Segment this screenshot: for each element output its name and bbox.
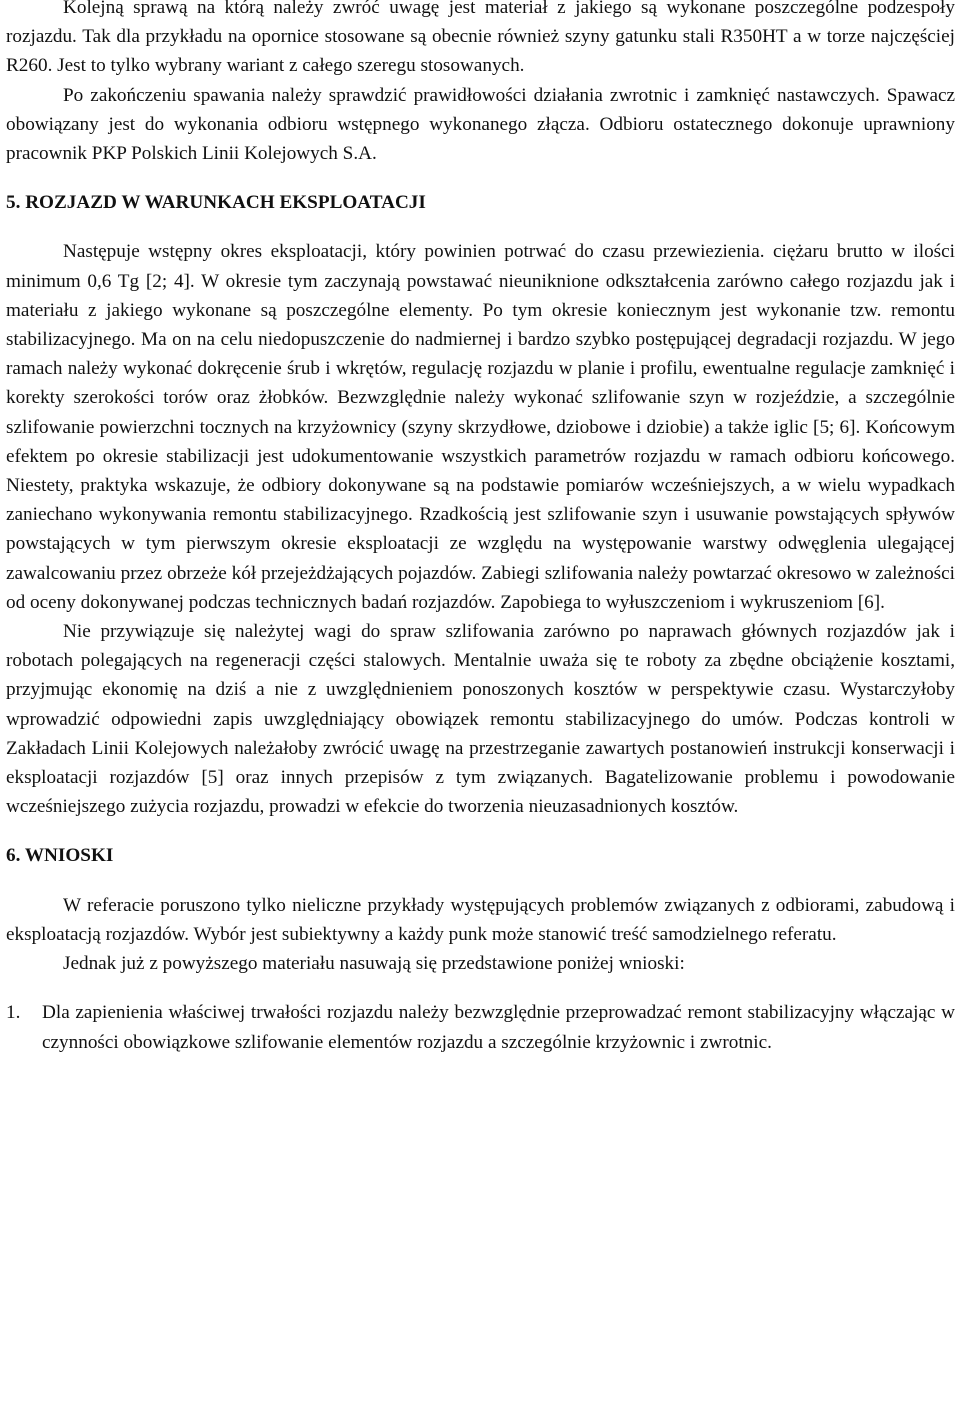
- paragraph-conclusions-intro: W referacie poruszono tylko nieliczne przykłady występujących problemów związanych z odbiorami, zabudową i eksploatacją rozjazdów. Wybór jest subiektywny a każdy punk może stanowić treść samodzielnego referatu.: [6, 894, 955, 945]
- paragraph-materials: Kolejną sprawą na którą należy zwróć uwagę jest materiał z jakiego są wykonane poszczególne podzespoły rozjazdu. Tak dla przykładu na opornice stosowane są obecnie również szyny gatunku stali R350HT a w torze najczęściej R260. Jest to tylko wybrany wariant z całego szeregu stosowanych.: [6, 0, 955, 77]
- paragraph-welding: Po zakończeniu spawania należy sprawdzić prawidłowości działania zwrotnic i zamknięć nastawczych. Spawacz obowiązany jest do wykonania odbioru wstępnego wykonanego złącza. Odbioru ostatecznego dokonuje uprawniony pracownik PKP Polskich Linii Kolejowych S.A.: [6, 84, 955, 165]
- paragraph-conclusions-lead: Jednak już z powyższego materiału nasuwają się przedstawione poniżej wnioski:: [63, 953, 685, 975]
- list-item-number: 1.: [6, 1002, 21, 1024]
- document-page: [6, 0, 955, 1057]
- list-item-text: Dla zapienienia właściwej trwałości rozjazdu należy bezwzględnie przeprowadzać remont stabilizacyjny włączając w czynności obowiązkowe szlifowanie elementów rozjazdu a szczególnie krzyżownic i zwrotnic.: [42, 1002, 955, 1053]
- section-heading-6: 6. WNIOSKI: [6, 845, 114, 867]
- section-heading-5: 5. ROZJAZD W WARUNKACH EKSPLOATACJI: [6, 192, 426, 214]
- list-item: [6, 998, 955, 1056]
- paragraph-exploitation: Następuje wstępny okres eksploatacji, który powinien potrwać do czasu przewiezienia. ciężaru brutto w ilości minimum 0,6 Tg [2; 4]. W okresie tym zaczynają powstawać nieuniknione odkształcenia zarówno całego rozjazdu jak i materiału z jakiego wykonane są poszczególne elementy. Po tym okresie koniecznym jest wykonanie tzw. remontu stabilizacyjnego. Ma on na celu niedopuszczenie do nadmiernej i bardzo szybko postępującej degradacji rozjazdu. W jego ramach należy wykonać dokręcenie śrub i wkrętów, regulację rozjazdu w planie i profilu, ewentualne regulacje zamknięć i korekty szerokości torów oraz żłobków. Bezwzględnie należy wykonać szlifowanie szyn w rozjeździe, a szczególnie szlifowanie powierzchni tocznych na krzyżownicy (szyny skrzydłowe, dziobowe i dziobie) a także iglic [5; 6]. Końcowym efektem po okresie stabilizacji jest udokumentowanie wszystkich parametrów rozjazdu w ramach odbioru końcowego. Niestety, praktyka wskazuje, że odbiory dokonywane są na podstawie pomiarów wcześniejszych, a w wielu wypadkach zaniechano wykonywania remontu stabilizacyjnego. Rzadkością jest szlifowanie szyn i usuwanie powstających spływów powstających w tym pierwszym okresie eksploatacji ze względu na występowanie warstwy odwęglenia ulegającej zawalcowaniu przez obrzeże kół przejeżdżających pojazdów. Zabiegi szlifowania należy powtarzać okresowo w zależności od oceny dokonywanej podczas technicznych badań rozjazdów. Zapobiega to wyłuszczeniom i wykruszeniom [6].: [6, 241, 955, 613]
- conclusions-list: [6, 998, 955, 1056]
- paragraph-grinding: Nie przywiązuje się należytej wagi do spraw szlifowania zarówno po naprawach głównych rozjazdów jak i robotach polegających na regeneracji części stalowych. Mentalnie uważa się te roboty za zbędne obciążenie kosztami, przyjmując ekonomię na dziś a nie z uwzględnieniem ponoszonych kosztów w perspektywie czasu. Wystarczyłoby wprowadzić odpowiedni zapis uwzględniający obowiązek remontu stabilizacyjnego do umów. Podczas kontroli w Zakładach Linii Kolejowych należałoby zwrócić uwagę na przestrzeganie zawartych postanowień instrukcji konserwacji i eksploatacji rozjazdów [5] oraz innych przepisów z tym związanych. Bagatelizowanie problemu i powodowanie wcześniejszego zużycia rozjazdu, prowadzi w efekcie do tworzenia nieuzasadnionych kosztów.: [6, 621, 955, 818]
